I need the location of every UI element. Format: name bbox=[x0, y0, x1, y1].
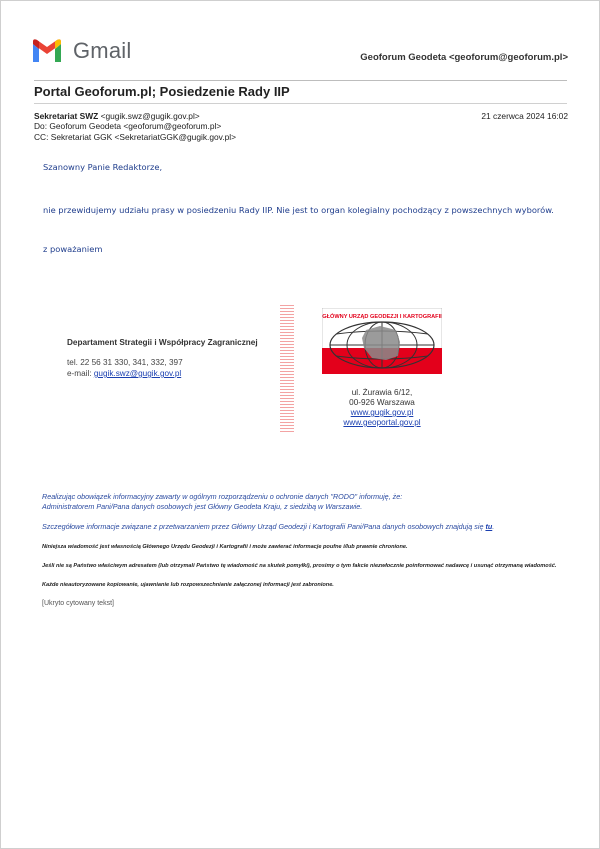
gmail-m-icon bbox=[31, 38, 63, 64]
address-street: ul. Żurawia 6/12, bbox=[351, 388, 413, 397]
cc-line: CC: Sekretariat GGK <SekretariatGGK@gugik.gov.pl> bbox=[34, 131, 236, 142]
signature-department: Departament Strategii i Współpracy Zagranicznej bbox=[67, 338, 258, 347]
account-label: Geoforum Geodeta <geoforum@geoforum.pl> bbox=[360, 52, 568, 63]
signature-stripes bbox=[280, 305, 294, 432]
signature-email-line bbox=[67, 369, 181, 378]
rodo-link[interactable]: tu bbox=[485, 522, 493, 531]
signature-phone: tel. 22 56 31 330, 341, 332, 397 bbox=[67, 358, 183, 367]
email-subject: Portal Geoforum.pl; Posiedzenie Rady IIP bbox=[34, 84, 290, 99]
address-city: 00-926 Warszawa bbox=[349, 398, 415, 407]
gmail-wordmark: Gmail bbox=[73, 38, 132, 63]
gugik-logo bbox=[322, 308, 442, 374]
email-closing: z poważaniem bbox=[43, 244, 103, 254]
legal-notice-1: Niniejsza wiadomość jest własnością Głównego Urzędu Geodezji i Kartografii i może zawierać informacje poufne i/lub prawnie chronione. bbox=[42, 544, 408, 550]
legal-notice-3: Każde nieautoryzowane kopiowanie, ujawnianie lub rozpowszechnianie załączonej informacji jest zabronione. bbox=[42, 582, 334, 588]
email-meta bbox=[34, 111, 236, 142]
subject-divider bbox=[34, 103, 567, 104]
header-divider bbox=[34, 80, 567, 81]
rodo-line-2: Administratorem Pani/Pana danych osobowych jest Główny Geodeta Kraju, z siedzibą w Warszawie. bbox=[42, 502, 363, 511]
signature-email-link[interactable]: gugik.swz@gugik.gov.pl bbox=[93, 369, 182, 378]
legal-notice-2: Jeśli nie są Państwo właściwym adresatem (lub otrzymali Państwo tę wiadomość na skutek pomyłki), prosimy o tym fakcie niezwłocznie poinformować nadawcę i usunąć otrzymaną wiadomość. bbox=[42, 563, 557, 569]
hidden-quoted-text[interactable]: [Ukryto cytowany tekst] bbox=[42, 600, 114, 607]
sender-address: <gugik.swz@gugik.gov.pl> bbox=[100, 111, 200, 121]
email-greeting: Szanowny Panie Redaktorze, bbox=[43, 162, 163, 172]
website-link-gugik bbox=[322, 408, 442, 417]
signature-email-label: e-mail: bbox=[67, 369, 94, 378]
to-line: Do: Geoforum Geodeta <geoforum@geoforum.pl> bbox=[34, 121, 222, 132]
email-date: 21 czerwca 2024 16:02 bbox=[481, 111, 568, 121]
rodo-line-3-text: Szczegółowe informacje związane z przetwarzaniem przez Główny Urząd Geodezji i Kartografii Pani/Pana danych osobowych znajdują się bbox=[42, 522, 486, 531]
rodo-line-1: Realizując obowiązek informacyjny zawarty w ogólnym rozporządzeniu o ochronie danych "RODO" informuję, że: bbox=[42, 492, 403, 501]
website-geoportal[interactable]: www.geoportal.gov.pl bbox=[343, 418, 421, 427]
sender-name: Sekretariat SWZ bbox=[34, 111, 99, 121]
website-gugik[interactable]: www.gugik.gov.pl bbox=[350, 408, 414, 417]
email-paragraph: nie przewidujemy udziału prasy w posiedzeniu Rady IIP. Nie jest to organ kolegialny pochodzący z powszechnych wyborów. bbox=[43, 205, 554, 215]
sender-line bbox=[34, 111, 236, 121]
website-link-geoportal bbox=[322, 418, 442, 427]
rodo-line-3-end: . bbox=[492, 522, 495, 531]
gmail-logo bbox=[31, 38, 131, 64]
gugik-logo-text: GŁÓWNY URZĄD GEODEZJI I KARTOGRAFII bbox=[322, 314, 442, 320]
gugik-logo-graphic bbox=[322, 308, 442, 374]
rodo-line-3 bbox=[42, 522, 494, 531]
